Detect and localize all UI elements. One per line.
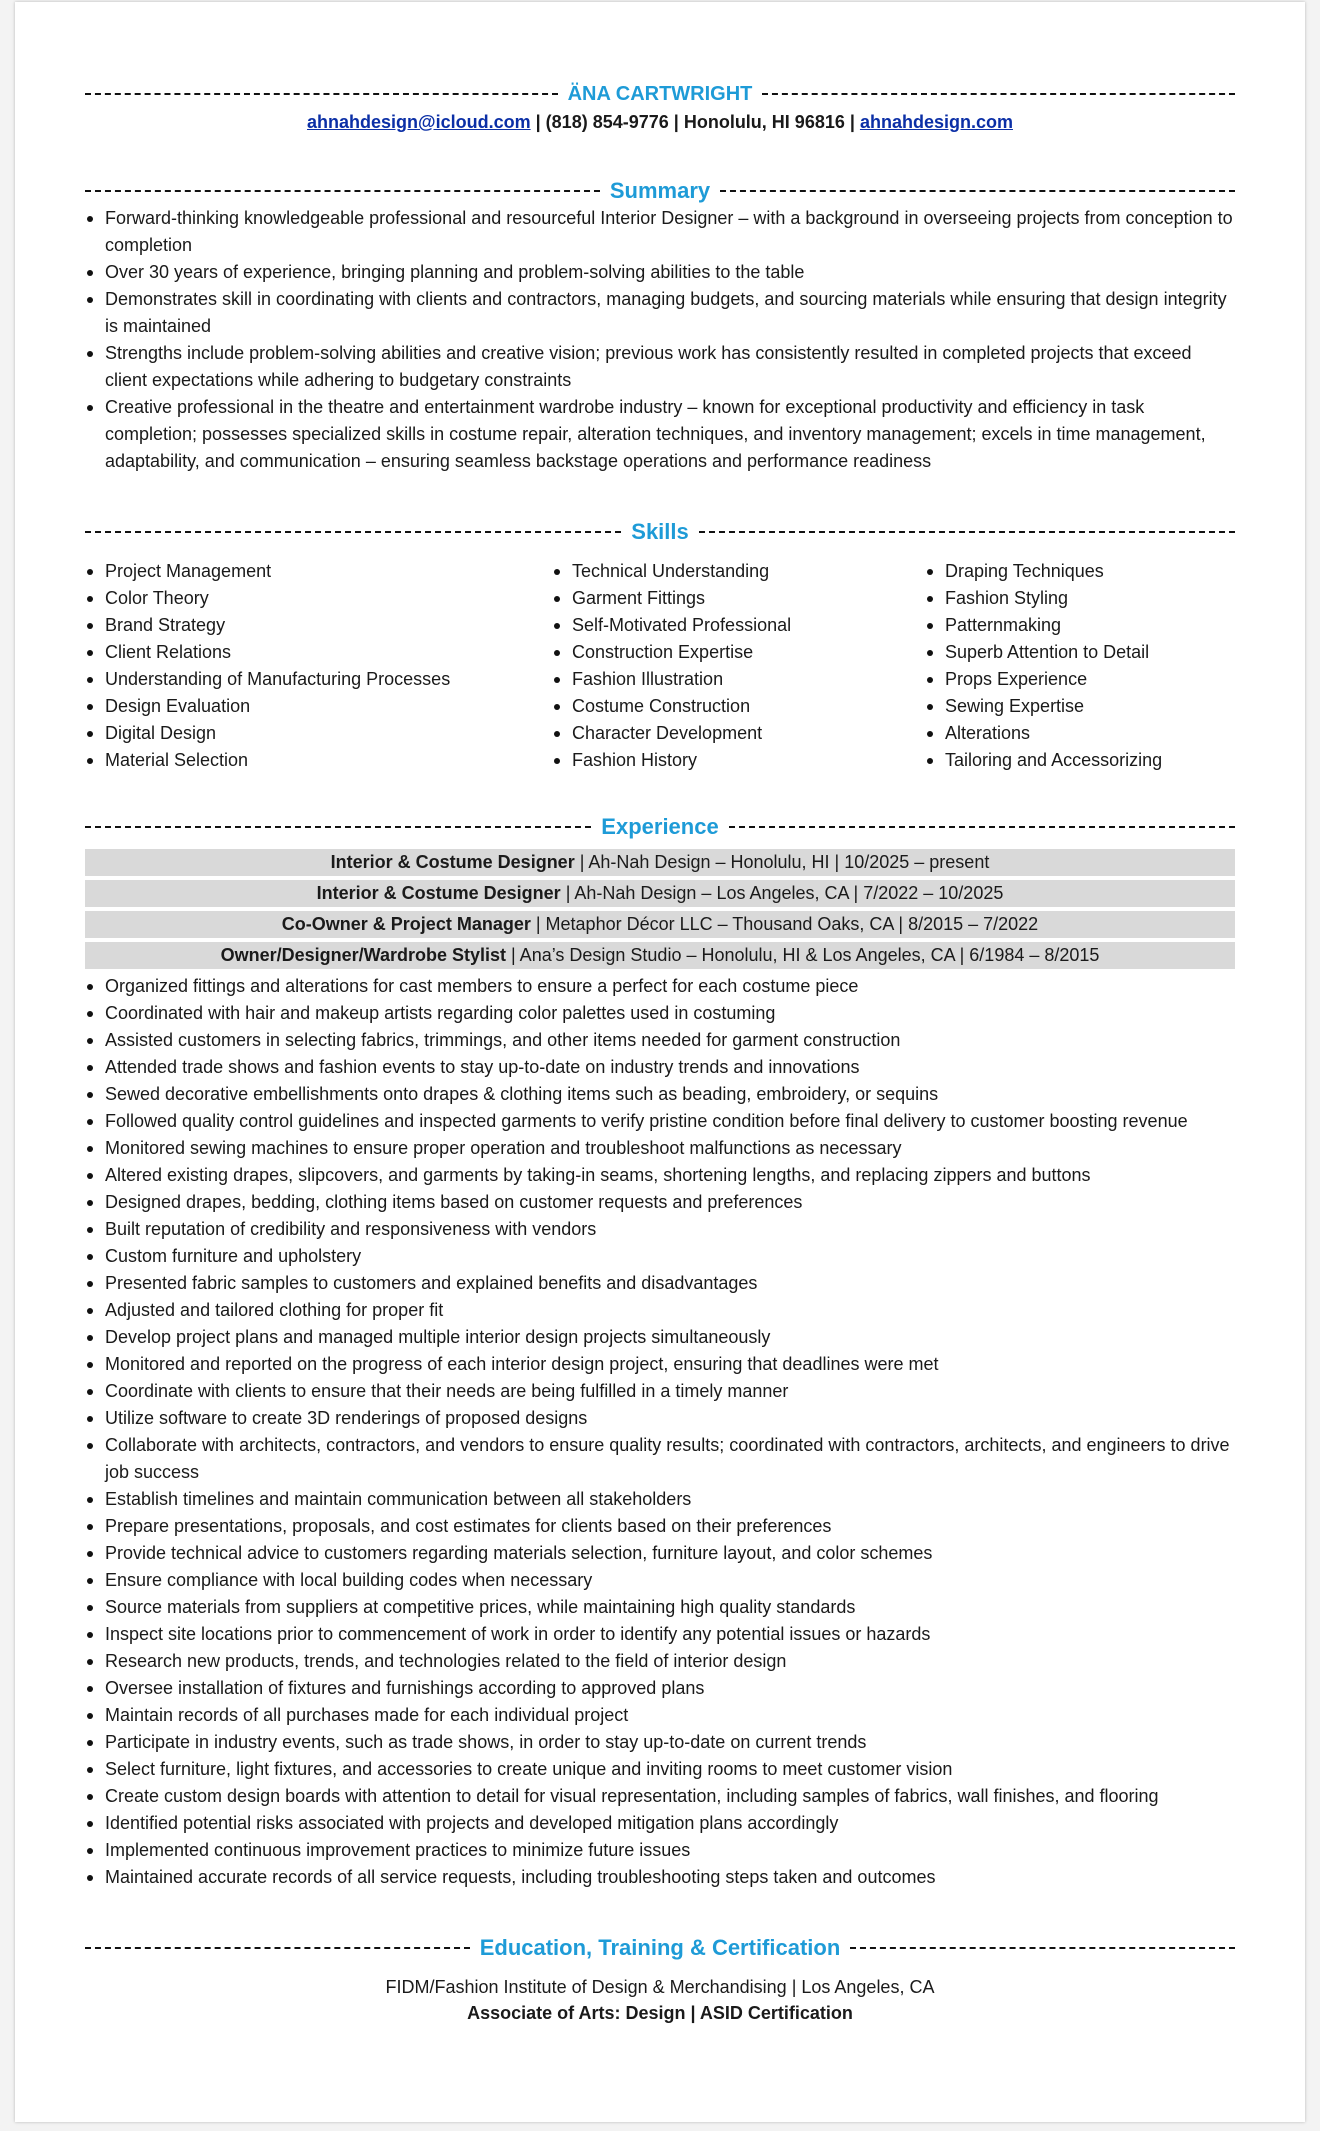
position-details: | Ana’s Design Studio – Honolulu, HI & Los Angeles, CA | 6/1984 – 8/2015 [511,945,1100,965]
experience-item: Attended trade shows and fashion events to stay up-to-date on industry trends and innovations [85,1054,1235,1081]
experience-item: Presented fabric samples to customers and explained benefits and disadvantages [85,1270,1235,1297]
divider-line [85,826,591,828]
position-details: | Metaphor Décor LLC – Thousand Oaks, CA | 8/2015 – 7/2022 [535,914,1039,934]
experience-item: Maintained accurate records of all service requests, including troubleshooting steps taken and outcomes [85,1864,1235,1891]
credentials: Associate of Arts: Design | ASID Certification [467,2003,853,2023]
skill-item: Brand Strategy [85,612,552,639]
summary-item: Strengths include problem-solving abilities and creative vision; previous work has consistently resulted in completed projects that exceed client expectations while adhering to budgetary constraints [85,340,1235,394]
location: Honolulu, HI 96816 [683,112,845,132]
summary-heading [85,177,1235,205]
separator: | [673,112,684,132]
resume-page [15,2,1305,2122]
experience-item: Adjusted and tailored clothing for proper fit [85,1297,1235,1324]
school: FIDM/Fashion Institute of Design & Merchandising | Los Angeles, CA [385,1977,935,1997]
candidate-name: ÄNA CARTWRIGHT [567,82,753,105]
experience-item: Identified potential risks associated with projects and developed mitigation plans accordingly [85,1810,1235,1837]
experience-item: Coordinate with clients to ensure that their needs are being fulfilled in a timely manner [85,1378,1235,1405]
position-details: | Ah-Nah Design – Los Angeles, CA | 7/2022 – 10/2025 [565,883,1004,903]
summary-list [85,205,1235,475]
education-block [85,1974,1235,2026]
skill-item: Props Experience [925,666,1225,693]
position-details: | Ah-Nah Design – Honolulu, HI | 10/2025 – present [579,852,990,872]
experience-item: Implemented continuous improvement practices to minimize future issues [85,1837,1235,1864]
skill-item: Draping Techniques [925,558,1225,585]
experience-item: Source materials from suppliers at competitive prices, while maintaining high quality standards [85,1594,1235,1621]
position-role: Owner/Designer/Wardrobe Stylist [220,945,506,965]
experience-item: Organized fittings and alterations for cast members to ensure a perfect for each costume piece [85,973,1235,1000]
skill-item: Self-Motivated Professional [552,612,925,639]
resume-content [85,82,1235,2026]
divider-line [762,93,1235,95]
skill-item: Fashion History [552,747,925,774]
divider-line [729,826,1235,828]
experience-item: Oversee installation of fixtures and furnishings according to approved plans [85,1675,1235,1702]
experience-item: Inspect site locations prior to commencement of work in order to identify any potential issues or hazards [85,1621,1235,1648]
experience-item: Designed drapes, bedding, clothing items based on customer requests and preferences [85,1189,1235,1216]
divider-line [699,531,1235,533]
skill-item: Garment Fittings [552,585,925,612]
phone: (818) 854-9776 [545,112,669,132]
experience-item: Sewed decorative embellishments onto drapes & clothing items such as beading, embroidery, or sequins [85,1081,1235,1108]
separator: | [849,112,860,132]
experience-item: Ensure compliance with local building codes when necessary [85,1567,1235,1594]
summary-item: Forward-thinking knowledgeable professional and resourceful Interior Designer – with a background in overseeing projects from conception to completion [85,205,1235,259]
website-link[interactable]: ahnahdesign.com [859,112,1013,132]
separator: | [535,112,546,132]
experience-item: Assisted customers in selecting fabrics, trimmings, and other items needed for garment construction [85,1027,1235,1054]
section-title: Education, Training & Certification [479,1935,841,1960]
summary-item: Creative professional in the theatre and entertainment wardrobe industry – known for exceptional productivity and efficiency in task completion; possesses specialized skills in costume repair, alteration techniques, and inventory management; excels in time management, adaptability, and communication – ensuring seamless backstage operations and performance readiness [85,394,1235,475]
experience-item: Participate in industry events, such as trade shows, in order to stay up-to-date on current trends [85,1729,1235,1756]
skills-column [552,558,925,774]
position-role: Interior & Costume Designer [316,883,561,903]
skill-item: Fashion Styling [925,585,1225,612]
summary-item: Over 30 years of experience, bringing planning and problem-solving abilities to the table [85,259,1235,286]
skill-item: Construction Expertise [552,639,925,666]
skill-item: Character Development [552,720,925,747]
section-title: Summary [609,178,711,203]
experience-item: Followed quality control guidelines and inspected garments to verify pristine condition before final delivery to customer boosting revenue [85,1108,1235,1135]
skill-item: Fashion Illustration [552,666,925,693]
experience-heading [85,813,1235,841]
skills-grid [85,558,1235,774]
skill-item: Color Theory [85,585,552,612]
divider-line [85,1947,470,1949]
divider-line [85,190,600,192]
experience-item: Collaborate with architects, contractors, and vendors to ensure quality results; coordinated with contractors, architects, and engineers to drive job success [85,1432,1235,1486]
experience-item: Monitored sewing machines to ensure proper operation and troubleshoot malfunctions as necessary [85,1135,1235,1162]
experience-item: Altered existing drapes, slipcovers, and garments by taking-in seams, shortening lengths, and replacing zippers and buttons [85,1162,1235,1189]
summary-item: Demonstrates skill in coordinating with clients and contractors, managing budgets, and sourcing materials while ensuring that design integrity is maintained [85,286,1235,340]
email-link[interactable]: ahnahdesign@icloud.com [307,112,531,132]
skill-item: Project Management [85,558,552,585]
skill-item: Digital Design [85,720,552,747]
experience-item: Select furniture, light fixtures, and accessories to create unique and inviting rooms to meet customer vision [85,1756,1235,1783]
position-bar [85,911,1235,938]
position-bar [85,942,1235,969]
experience-item: Establish timelines and maintain communication between all stakeholders [85,1486,1235,1513]
experience-item: Custom furniture and upholstery [85,1243,1235,1270]
divider-line [85,93,558,95]
skills-column [925,558,1225,774]
skill-item: Patternmaking [925,612,1225,639]
experience-item: Monitored and reported on the progress of each interior design project, ensuring that deadlines were met [85,1351,1235,1378]
skill-item: Costume Construction [552,693,925,720]
divider-line [85,531,621,533]
position-bar [85,880,1235,907]
education-heading [85,1934,1235,1962]
skill-item: Client Relations [85,639,552,666]
experience-item: Built reputation of credibility and responsiveness with vendors [85,1216,1235,1243]
skill-item: Technical Understanding [552,558,925,585]
experience-item: Coordinated with hair and makeup artists regarding color palettes used in costuming [85,1000,1235,1027]
experience-list [85,973,1235,1891]
skill-item: Understanding of Manufacturing Processes [85,666,552,693]
skill-item: Alterations [925,720,1225,747]
skill-item: Material Selection [85,747,552,774]
experience-item: Create custom design boards with attention to detail for visual representation, including samples of fabrics, wall finishes, and flooring [85,1783,1235,1810]
divider-line [850,1947,1235,1949]
position-role: Interior & Costume Designer [330,852,575,872]
experience-item: Provide technical advice to customers regarding materials selection, furniture layout, and color schemes [85,1540,1235,1567]
experience-item: Develop project plans and managed multiple interior design projects simultaneously [85,1324,1235,1351]
experience-item: Research new products, trends, and technologies related to the field of interior design [85,1648,1235,1675]
skill-item: Sewing Expertise [925,693,1225,720]
section-title: Experience [601,814,719,839]
experience-item: Prepare presentations, proposals, and cost estimates for clients based on their preferences [85,1513,1235,1540]
skill-item: Superb Attention to Detail [925,639,1225,666]
skills-heading [85,518,1235,546]
position-bar [85,849,1235,876]
section-title: Skills [631,519,689,544]
divider-line [720,190,1235,192]
skill-item: Tailoring and Accessorizing [925,747,1225,774]
experience-item: Utilize software to create 3D renderings of proposed designs [85,1405,1235,1432]
skill-item: Design Evaluation [85,693,552,720]
name-header [85,82,1235,106]
contact-line [85,112,1235,133]
experience-item: Maintain records of all purchases made for each individual project [85,1702,1235,1729]
skills-column [85,558,552,774]
position-role: Co-Owner & Project Manager [281,914,531,934]
positions-list [85,849,1235,969]
